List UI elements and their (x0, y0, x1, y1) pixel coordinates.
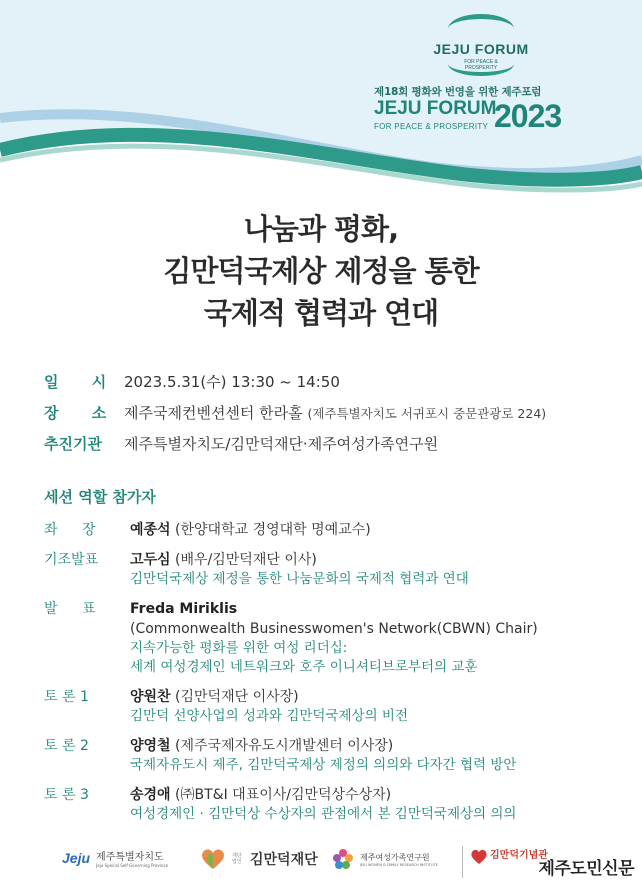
page-title (0, 208, 642, 334)
role-label: 토 론 3 (44, 787, 89, 803)
person-name: 송경애 (130, 787, 171, 803)
organizer-row (44, 433, 546, 464)
role-label: 발 표 (44, 601, 106, 617)
role-body (130, 550, 469, 589)
logo-tag-2: PROSPERITY (464, 65, 498, 71)
title-line-3: 국제적 협력과 연대 (203, 296, 439, 330)
date-value: 2023.5.31(수) 13:30 ~ 14:50 (124, 373, 340, 391)
role-topic: 여성경제인 · 김만덕상 수상자의 관점에서 본 김만덕국제상의 의의 (130, 806, 517, 822)
red-heart-icon (470, 848, 488, 866)
role-body (130, 687, 408, 726)
logo-arc-top (448, 14, 514, 44)
jeju-province-sub: Jeju Special Self-Governing Province (96, 863, 169, 868)
role-person (130, 736, 516, 756)
person-name: 양원찬 (130, 689, 171, 705)
session-roles (44, 520, 624, 834)
jeju-logo-mark: Jeju (62, 850, 91, 866)
role-label: 토 론 2 (44, 738, 89, 754)
person-name: 고두심 (130, 552, 171, 568)
place-row (44, 402, 546, 433)
flower-icon (332, 848, 354, 870)
heart-icon (200, 848, 226, 870)
role-topic: 김만덕 선양사업의 성과와 김만덕국제상의 비전 (130, 708, 408, 724)
jwfi-name: 제주여성가족연구원 (360, 852, 430, 862)
jeju-province-name: 제주특별자치도 (96, 852, 164, 863)
role-keynote (44, 550, 624, 589)
role-body (130, 599, 538, 677)
person-affiliation: (제주국제자유도시개발센터 이사장) (175, 738, 394, 754)
role-person (130, 520, 371, 540)
role-label: 토 론 1 (44, 689, 89, 705)
role-topic: 김만덕국제상 제정을 통한 나눔문화의 국제적 협력과 연대 (130, 571, 469, 587)
logo-arc-bottom (448, 52, 514, 76)
place-detail: (제주특별자치도 서귀포시 중문관광로 224) (307, 406, 547, 421)
role-person (130, 687, 408, 707)
role-discussion-2 (44, 736, 624, 775)
role-body (130, 736, 516, 775)
forum-edition: 제18회 평화와 번영을 위한 제주포럼 (374, 86, 542, 98)
place-label: 장 소 (44, 404, 121, 422)
place-value (124, 402, 546, 423)
forum-tagline: FOR PEACE & PROSPERITY (374, 122, 489, 131)
jeju-province-logo (62, 848, 168, 868)
forum-header (0, 0, 642, 205)
place-name: 제주국제컨벤션센터 한라홀 (124, 404, 303, 422)
role-label: 좌 장 (44, 522, 106, 538)
role-body (130, 785, 516, 824)
memorial-hall-label: 김만덕기념관 (490, 850, 548, 861)
role-presentation (44, 599, 624, 677)
role-person (130, 785, 516, 805)
sponsor-footer (0, 838, 642, 892)
session-heading: 세션 역할 참가자 (44, 488, 156, 506)
role-topic: 국제자유도시 제주, 김만덕국제상 제정의 의의와 다자간 협력 방안 (130, 757, 517, 773)
role-topic-2: 세계 여성경제인 네트워크와 호주 이니셔티브로부터의 교훈 (130, 659, 478, 675)
event-info (44, 371, 546, 464)
logo-name: JEJU FORUM (433, 41, 529, 57)
person-name: Freda Miriklis (130, 601, 238, 617)
role-label: 기조발표 (44, 552, 99, 568)
mandeok-foundation-name: 김만덕재단 (250, 852, 318, 868)
forum-year: 2023 (494, 98, 562, 134)
role-person (130, 550, 469, 570)
person-name: 양영철 (130, 738, 171, 754)
footer-divider (462, 846, 463, 878)
date-label: 일 시 (44, 373, 121, 391)
jeju-forum-logo (426, 14, 536, 80)
mandeok-small-label: 재단법인 (232, 853, 242, 865)
role-affiliation-line (130, 619, 538, 639)
person-affiliation: (배우/김만덕재단 이사) (175, 552, 317, 568)
role-discussion-1 (44, 687, 624, 726)
organizer-value: 제주특별자치도/김만덕재단·제주여성가족연구원 (124, 435, 439, 453)
person-name: 예종석 (130, 522, 171, 538)
role-body (130, 520, 371, 540)
person-affiliation: (한양대학교 경영대학 명예교수) (175, 522, 371, 538)
jeju-province-name-block (96, 848, 168, 868)
date-row (44, 371, 546, 402)
jwfi-logo (332, 848, 438, 870)
forum-name: JEJU FORUM (374, 98, 497, 119)
person-affiliation: (Commonwealth Businesswomen's Network(CBWN) Chair) (130, 621, 538, 637)
person-affiliation: (김만덕재단 이사장) (175, 689, 299, 705)
role-discussion-3 (44, 785, 624, 824)
role-topic: 지속가능한 평화를 위한 여성 리더십: (130, 640, 348, 656)
organizer-label: 추진기관 (44, 435, 102, 453)
jwfi-name-block (360, 852, 438, 867)
title-line-1: 나눔과 평화, (243, 212, 399, 246)
person-affiliation: (㈜BT&I 대표이사/김만덕상수상자) (175, 787, 392, 803)
role-chair (44, 520, 624, 540)
title-line-2: 김만덕국제상 제정을 통한 (163, 254, 479, 288)
jwfi-sub: JEJU WOMEN & FAMILY RESEARCH INSTITUTE (360, 862, 438, 867)
mandeok-foundation-logo (200, 848, 318, 870)
newspaper-name: 제주도민신문 (538, 859, 634, 879)
logo-tag-1: FOR PEACE & (464, 59, 498, 65)
role-person (130, 599, 538, 619)
